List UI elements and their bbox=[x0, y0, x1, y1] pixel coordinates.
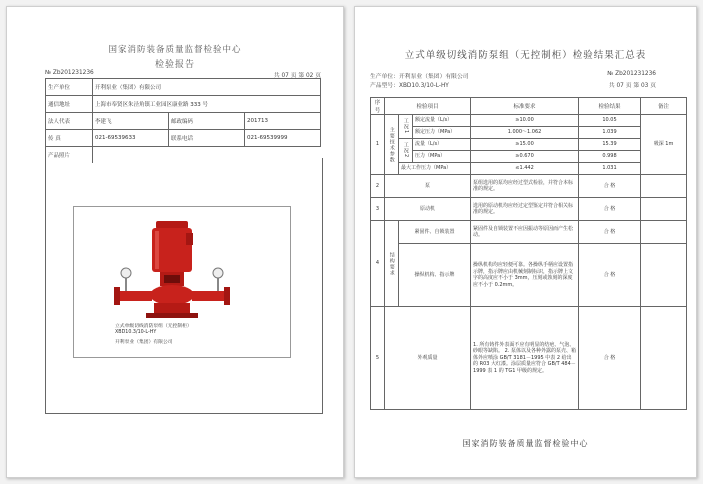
table-header-row bbox=[371, 98, 687, 115]
item-name: 紧固件、自锁装置 bbox=[399, 221, 471, 244]
remark: 吸深 1m bbox=[641, 115, 687, 175]
row-number: 3 bbox=[371, 198, 385, 221]
table-row bbox=[46, 79, 321, 96]
col-header: 检验结果 bbox=[579, 98, 641, 115]
result: 合 格 bbox=[579, 175, 641, 198]
requirement: ≥15.00 bbox=[471, 139, 579, 151]
requirement: 1.000～1.062 bbox=[471, 127, 579, 139]
basic-info-table bbox=[45, 78, 321, 163]
field-label: 法人代表 bbox=[46, 113, 93, 130]
page-info: 共 07 页 第 02 页 bbox=[273, 73, 321, 79]
field-label: 通信地址 bbox=[46, 96, 93, 113]
requirement: 泵组选用的泵均应经过型式检验，并符合本标准的规定。 bbox=[471, 175, 579, 198]
table-row bbox=[371, 221, 687, 244]
table-row bbox=[371, 307, 687, 410]
report-number: № Zb201231236 bbox=[45, 70, 94, 76]
remark bbox=[641, 221, 687, 244]
item-name: 额定压力（MPa） bbox=[413, 127, 471, 139]
report-number: № Zb201231236 bbox=[607, 71, 656, 77]
remark bbox=[641, 198, 687, 221]
row-number: 1 bbox=[371, 115, 385, 175]
field-label: 产品照片 bbox=[46, 147, 93, 164]
field-label: 邮政编码 bbox=[169, 113, 245, 130]
producer-line: 生产单位：开利泵业（集团）有限公司 bbox=[370, 74, 469, 80]
table-row bbox=[371, 127, 687, 139]
row-number: 2 bbox=[371, 175, 385, 198]
field-value: 李建飞 bbox=[93, 113, 169, 130]
item-name: 额定流量（L/s） bbox=[413, 115, 471, 127]
photo-caption-line: 立式单级切线消防泵组（无控制柜） bbox=[115, 324, 192, 329]
requirement: ≤1.442 bbox=[471, 163, 579, 175]
result: 合 格 bbox=[579, 307, 641, 410]
org-header: 国家消防装备质量监督检验中心 bbox=[108, 45, 242, 55]
table-row bbox=[371, 175, 687, 198]
subgroup-label: 工况1 bbox=[399, 115, 413, 139]
field-label: 联系电话 bbox=[169, 130, 245, 147]
photo-caption-line: XBD10.3/10-L-HY bbox=[115, 330, 157, 335]
result: 10.05 bbox=[579, 115, 641, 127]
table-row bbox=[371, 244, 687, 307]
result: 15.39 bbox=[579, 139, 641, 151]
summary-title: 立式单级切线消防泵组（无控制柜）检验结果汇总表 bbox=[404, 50, 647, 61]
item-name: 原动机 bbox=[385, 198, 471, 221]
field-value: 开利泵业（集团）有限公司 bbox=[93, 79, 321, 96]
remark bbox=[641, 244, 687, 307]
table-row bbox=[371, 163, 687, 175]
field-label: 生产单位 bbox=[46, 79, 93, 96]
requirement: 选用的原动机均应经过定型鉴定并符合相关标准的规定。 bbox=[471, 198, 579, 221]
result: 1.031 bbox=[579, 163, 641, 175]
table-row bbox=[371, 198, 687, 221]
requirement: ≥0.670 bbox=[471, 151, 579, 163]
table-row bbox=[371, 139, 687, 151]
col-header: 标准要求 bbox=[471, 98, 579, 115]
requirement: ≥10.00 bbox=[471, 115, 579, 127]
field-value: 201713 bbox=[245, 113, 321, 130]
remark bbox=[641, 307, 687, 410]
report-page-3 bbox=[354, 6, 697, 478]
field-value: 021-69539633 bbox=[93, 130, 169, 147]
result: 合 格 bbox=[579, 244, 641, 307]
report-page-2 bbox=[6, 6, 344, 478]
item-name: 压力（MPa） bbox=[413, 151, 471, 163]
requirement: 紧固件及自锁装置不应因振动等原因而产生松动。 bbox=[471, 221, 579, 244]
results-table bbox=[370, 97, 687, 410]
row-number: 4 bbox=[371, 221, 385, 307]
report-title: 检验报告 bbox=[154, 60, 195, 70]
table-row bbox=[46, 96, 321, 113]
col-header: 检验项目 bbox=[385, 98, 471, 115]
requirement: 操纵机构均应轻便可靠。各操纵手柄应设置指示牌，指示牌应由机械刻制标识，指示牌上文字的高度应不小于 3mm，压刻或蚀刻的深度应不小于 0.2mm。 bbox=[471, 244, 579, 307]
result: 合 格 bbox=[579, 221, 641, 244]
field-label: 传 真 bbox=[46, 130, 93, 147]
photo-caption-line: 开利泵业（集团）有限公司 bbox=[115, 340, 173, 345]
item-name: 泵 bbox=[385, 175, 471, 198]
table-row bbox=[371, 115, 687, 127]
result: 0.998 bbox=[579, 151, 641, 163]
group-label: 主要技术参数 bbox=[385, 115, 399, 175]
table-row bbox=[46, 113, 321, 130]
item-name: 最大工作压力（MPa） bbox=[399, 163, 471, 175]
col-header: 序号 bbox=[371, 98, 385, 115]
row-number: 5 bbox=[371, 307, 385, 410]
item-name: 操纵机构、指示牌 bbox=[399, 244, 471, 307]
group-label: 结构要求 bbox=[385, 221, 399, 307]
result: 合 格 bbox=[579, 198, 641, 221]
item-name: 外观质量 bbox=[385, 307, 471, 410]
table-row bbox=[371, 151, 687, 163]
result: 1.039 bbox=[579, 127, 641, 139]
field-value: 021-69539999 bbox=[245, 130, 321, 147]
subgroup-label: 工况2 bbox=[399, 139, 413, 163]
remark bbox=[641, 175, 687, 198]
model-line: 产品型号：XBD10.3/10-L-HY bbox=[370, 83, 449, 89]
page-info: 共 07 页 第 03 页 bbox=[608, 83, 656, 89]
product-photo bbox=[73, 206, 291, 358]
table-row bbox=[46, 130, 321, 147]
col-header: 备注 bbox=[641, 98, 687, 115]
item-name: 流量（L/s） bbox=[413, 139, 471, 151]
requirement: 1. 所有铸件外表面不应有明显的结疤、气泡、砂眼等缺陷。 2. 泵体以及各种外露的泵壳、箱体外应喷涂 GB/T 3181－1995 中表 2 给出的 R03 大红漆。涂层质量应符合 GB/T 484－1999 表 1 的 TG1 甲级的规定。 bbox=[471, 307, 579, 410]
field-value: 上海市奉贤区朱泾角镇工业园区康业路 333 号 bbox=[93, 96, 321, 113]
footer-org: 国家消防装备质量监督检验中心 bbox=[462, 439, 589, 448]
